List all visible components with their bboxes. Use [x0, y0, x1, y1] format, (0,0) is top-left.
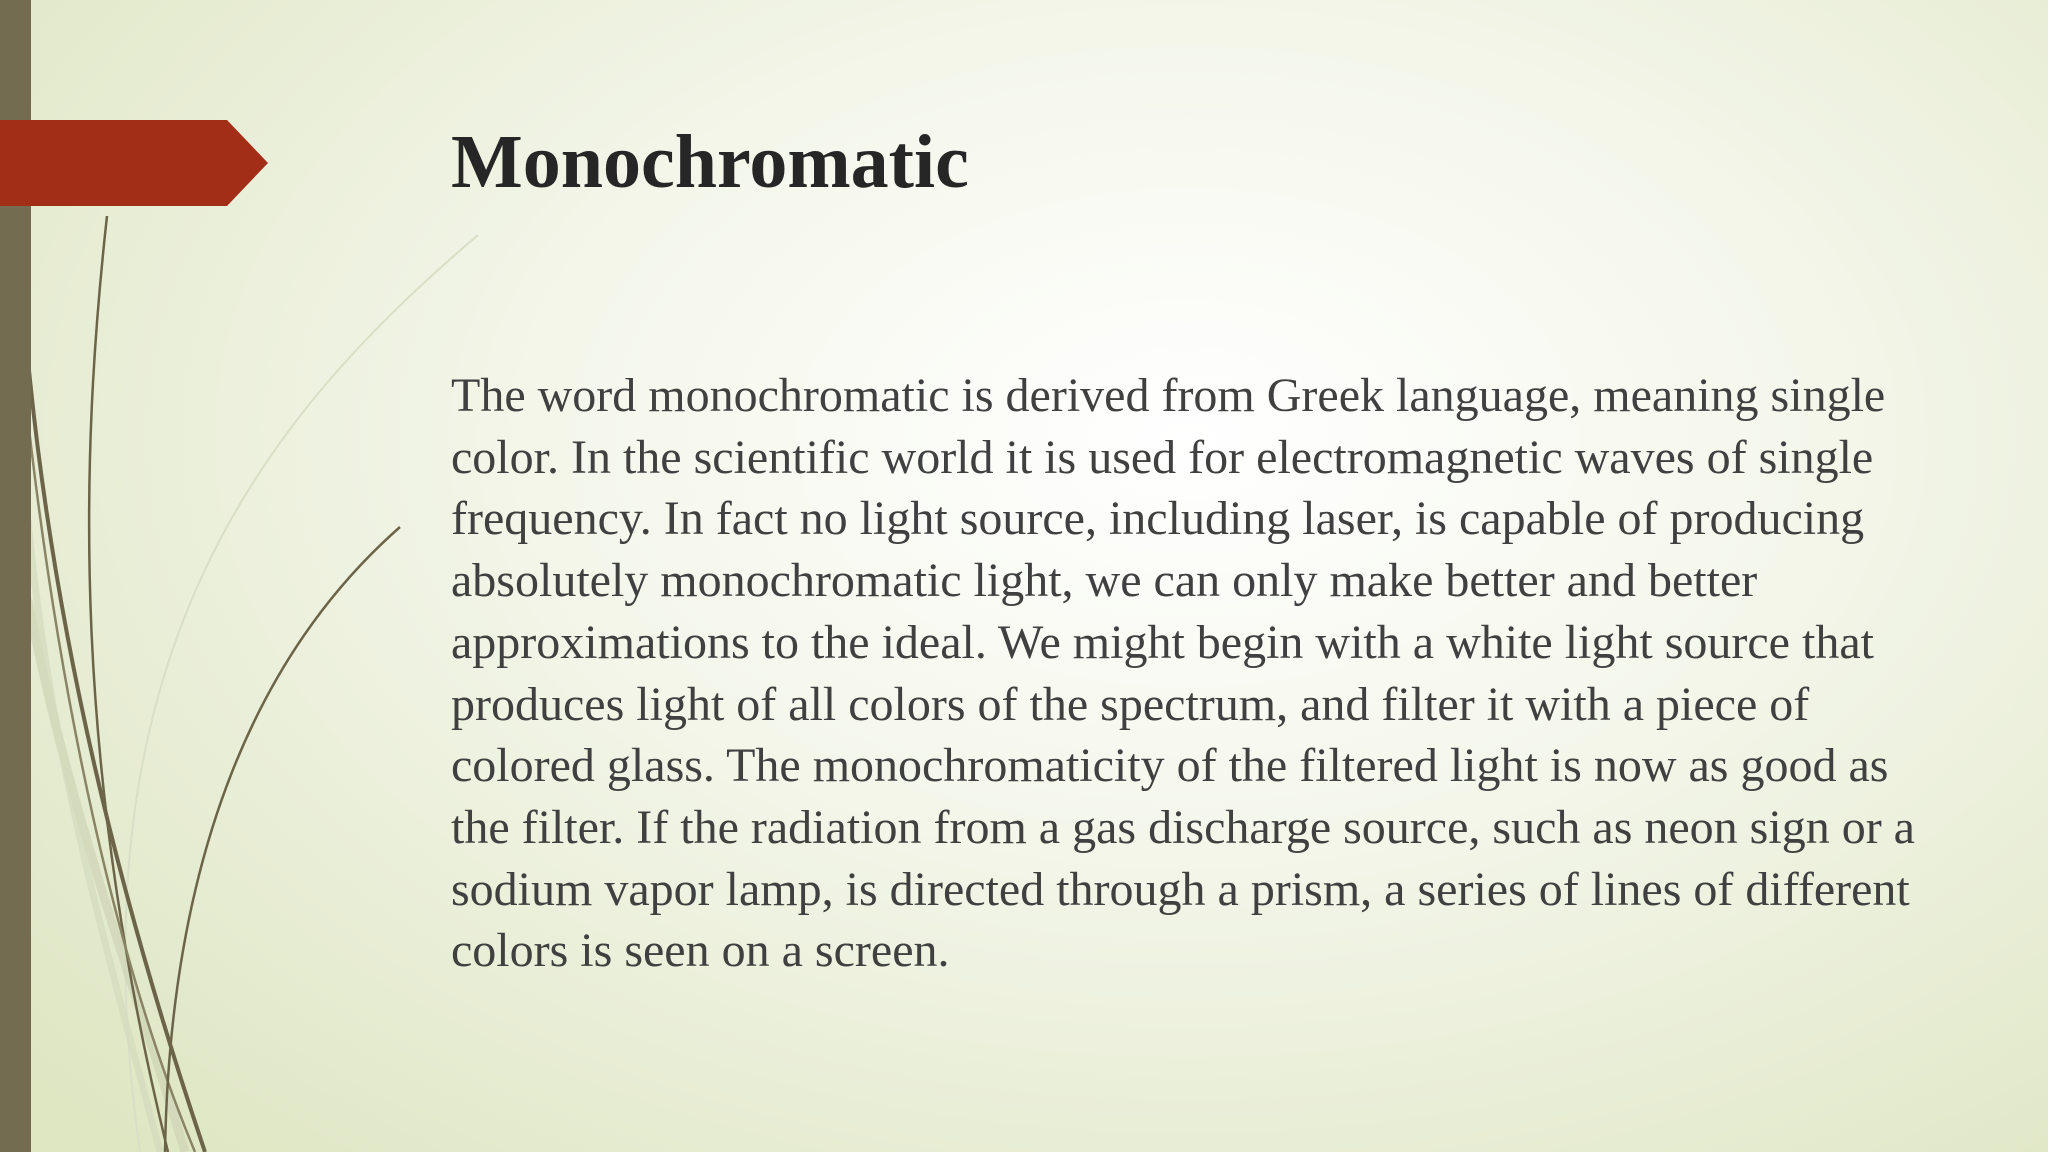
slide-title: Monochromatic: [451, 120, 969, 204]
slide-body-text: The word monochromatic is derived from Greek language, meaning single color. In the scientific world it is used for electromagnetic waves of single frequency. In fact no light source, including laser, is capable of producing absolutely monochromatic light, we can only make better and better approximations to the ideal. We might begin with a white light source that produces light of all colors of the spectrum, and filter it with a piece of colored glass. The monochromaticity of the filtered light is now as good as the filter. If the radiation from a gas discharge source, such as neon sign or a sodium vapor lamp, is directed through a prism, a series of lines of different colors is seen on a screen.: [451, 369, 1915, 978]
title-arrow-accent: [0, 120, 270, 206]
